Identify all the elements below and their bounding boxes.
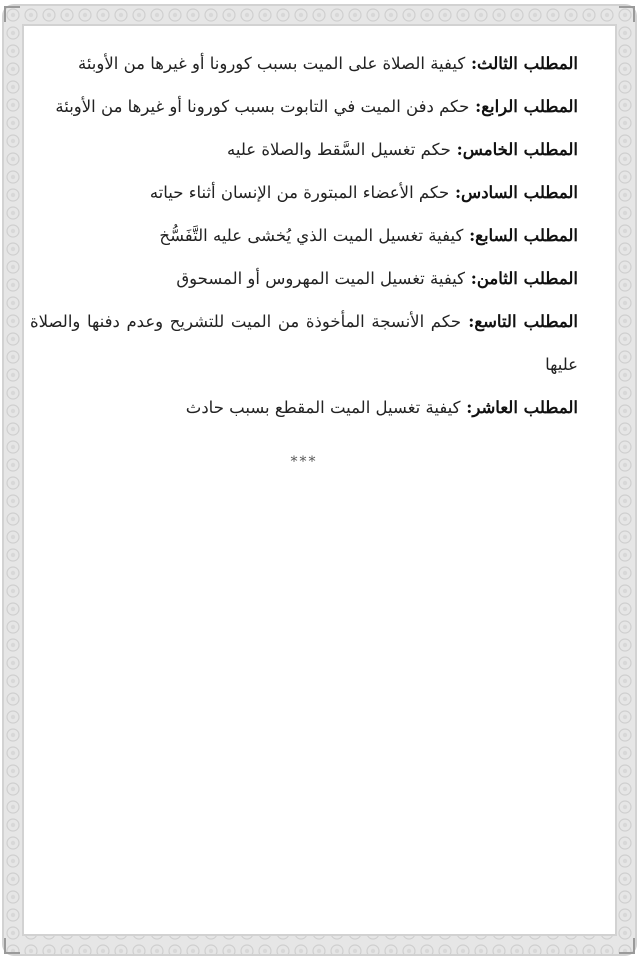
entry-label: المطلب العاشر bbox=[472, 398, 578, 417]
list-item: المطلب الثالث: كيفية الصلاة على الميت بسبب كورونا أو غيرها من الأوبئة bbox=[77, 54, 578, 73]
document-body bbox=[30, 42, 578, 477]
section-separator: *** bbox=[290, 454, 318, 470]
list-item: المطلب العاشر: كيفية تغسيل الميت المقطع بسبب حادث bbox=[185, 398, 578, 417]
entry-text: حكم الأعضاء المبتورة من الإنسان أثناء حياته bbox=[149, 183, 450, 202]
entry-label: المطلب الخامس bbox=[462, 140, 578, 159]
corner-mark-bottom-right bbox=[619, 938, 635, 954]
entry-text: حكم تغسيل السَّقط والصلاة عليه bbox=[227, 140, 451, 159]
entry-text: كيفية تغسيل الميت المقطع بسبب حادث bbox=[185, 398, 461, 417]
entry-label: المطلب الثامن bbox=[476, 269, 578, 288]
entry-text: حكم دفن الميت في التابوت بسبب كورونا أو غيرها من الأوبئة bbox=[55, 97, 470, 116]
entry-text: كيفية تغسيل الميت المهروس أو المسحوق bbox=[176, 269, 466, 288]
entry-text: حكم الأنسجة المأخوذة من الميت للتشريح وعدم دفنها والصلاة عليها bbox=[30, 312, 578, 374]
list-item: المطلب الخامس: حكم تغسيل السَّقط والصلاة عليه bbox=[227, 140, 578, 159]
corner-mark-top-left bbox=[4, 6, 20, 22]
list-item: المطلب السادس: حكم الأعضاء المبتورة من الإنسان أثناء حياته bbox=[149, 183, 578, 202]
entry-text: كيفية الصلاة على الميت بسبب كورونا أو غيرها من الأوبئة bbox=[77, 54, 466, 73]
list-item: المطلب السابع: كيفية تغسيل الميت الذي يُخشى عليه التَّفَسُّخ bbox=[159, 226, 578, 245]
entry-label: المطلب الثالث bbox=[477, 54, 578, 73]
list-item: المطلب الرابع: حكم دفن الميت في التابوت بسبب كورونا أو غيرها من الأوبئة bbox=[55, 97, 578, 116]
entry-label: المطلب السابع bbox=[475, 226, 578, 245]
entry-label: المطلب التاسع bbox=[474, 312, 579, 331]
entry-label: المطلب الرابع bbox=[481, 97, 578, 116]
corner-mark-top-right bbox=[619, 6, 635, 22]
entry-label: المطلب السادس bbox=[461, 183, 578, 202]
entry-text: كيفية تغسيل الميت الذي يُخشى عليه التَّفَسُّخ bbox=[159, 226, 464, 245]
corner-mark-bottom-left bbox=[4, 938, 20, 954]
list-item: المطلب التاسع: حكم الأنسجة المأخوذة من الميت للتشريح وعدم دفنها والصلاة عليها bbox=[30, 312, 579, 374]
list-item: المطلب الثامن: كيفية تغسيل الميت المهروس أو المسحوق bbox=[176, 269, 578, 288]
